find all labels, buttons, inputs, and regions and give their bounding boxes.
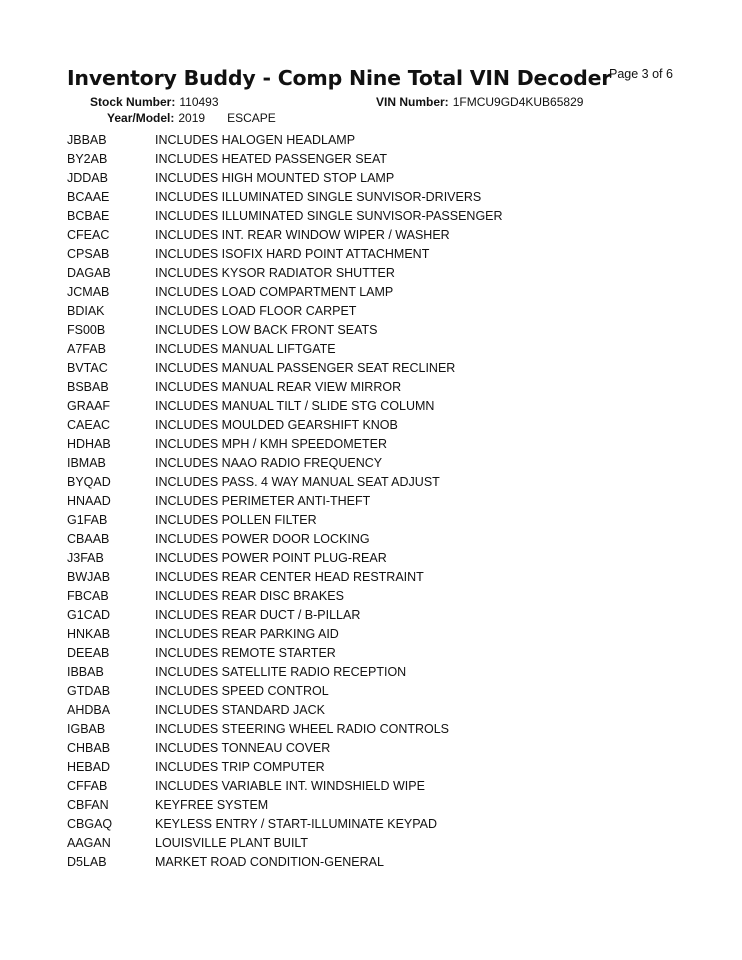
option-description: INCLUDES REMOTE STARTER <box>155 646 336 660</box>
option-code: BDIAK <box>67 304 105 318</box>
option-code: CHBAB <box>67 741 111 755</box>
option-description: KEYLESS ENTRY / START-ILLUMINATE KEYPAD <box>155 817 438 831</box>
option-description: MARKET ROAD CONDITION-GENERAL <box>155 855 384 869</box>
list-item <box>0 435 742 454</box>
list-item <box>0 245 742 264</box>
option-code: IBMAB <box>67 456 106 470</box>
list-item <box>0 454 742 473</box>
option-description: INCLUDES REAR PARKING AID <box>155 627 339 641</box>
option-code: DAGAB <box>67 266 111 280</box>
list-item <box>0 340 742 359</box>
option-code: FBCAB <box>67 589 109 603</box>
stock-number-value: 110493 <box>179 95 219 109</box>
year-value: 2019 <box>178 111 206 125</box>
list-item <box>0 226 742 245</box>
option-code-list <box>0 131 742 872</box>
list-item <box>0 530 742 549</box>
option-code: JBBAB <box>67 133 107 147</box>
option-description: INCLUDES ILLUMINATED SINGLE SUNVISOR-PASSENGER <box>155 209 503 223</box>
list-item <box>0 796 742 815</box>
list-item <box>0 720 742 739</box>
option-description: INCLUDES ISOFIX HARD POINT ATTACHMENT <box>155 247 430 261</box>
option-description: INCLUDES REAR DISC BRAKES <box>155 589 344 603</box>
option-description: LOUISVILLE PLANT BUILT <box>155 836 309 850</box>
option-code: CPSAB <box>67 247 110 261</box>
list-item <box>0 834 742 853</box>
list-item <box>0 169 742 188</box>
list-item <box>0 568 742 587</box>
option-description: INCLUDES ILLUMINATED SINGLE SUNVISOR-DRIVERS <box>155 190 482 204</box>
list-item <box>0 188 742 207</box>
option-code: GRAAF <box>67 399 111 413</box>
list-item <box>0 131 742 150</box>
list-item <box>0 378 742 397</box>
option-description: INCLUDES LOAD COMPARTMENT LAMP <box>155 285 394 299</box>
list-item <box>0 587 742 606</box>
option-description: INCLUDES HALOGEN HEADLAMP <box>155 133 356 147</box>
option-description: INCLUDES PASS. 4 WAY MANUAL SEAT ADJUST <box>155 475 440 489</box>
list-item <box>0 815 742 834</box>
list-item <box>0 264 742 283</box>
option-description: INCLUDES LOW BACK FRONT SEATS <box>155 323 378 337</box>
option-code: BVTAC <box>67 361 108 375</box>
option-description: INCLUDES NAAO RADIO FREQUENCY <box>155 456 383 470</box>
option-code: BY2AB <box>67 152 108 166</box>
option-description: INCLUDES HEATED PASSENGER SEAT <box>155 152 387 166</box>
option-code: DEEAB <box>67 646 110 660</box>
option-code: D5LAB <box>67 855 107 869</box>
option-code: G1CAD <box>67 608 111 622</box>
option-description: INCLUDES PERIMETER ANTI-THEFT <box>155 494 371 508</box>
option-code: AAGAN <box>67 836 111 850</box>
option-code: HEBAD <box>67 760 111 774</box>
option-description: INCLUDES MANUAL TILT / SLIDE STG COLUMN <box>155 399 435 413</box>
option-description: INCLUDES SPEED CONTROL <box>155 684 329 698</box>
year-model-label: Year/Model: <box>107 111 175 125</box>
option-description: INCLUDES KYSOR RADIATOR SHUTTER <box>155 266 395 280</box>
option-code: BYQAD <box>67 475 111 489</box>
list-item <box>0 777 742 796</box>
page-number: Page 3 of 6 <box>609 67 673 81</box>
option-description: INCLUDES VARIABLE INT. WINDSHIELD WIPE <box>155 779 425 793</box>
list-item <box>0 492 742 511</box>
vin-number-value: 1FMCU9GD4KUB65829 <box>452 95 584 109</box>
option-description: INCLUDES STEERING WHEEL RADIO CONTROLS <box>155 722 450 736</box>
list-item <box>0 283 742 302</box>
option-code: AHDBA <box>67 703 111 717</box>
option-code: CBFAN <box>67 798 109 812</box>
option-description: INCLUDES SATELLITE RADIO RECEPTION <box>155 665 407 679</box>
option-code: BCAAE <box>67 190 110 204</box>
option-code: GTDAB <box>67 684 111 698</box>
list-item <box>0 150 742 169</box>
model-value: ESCAPE <box>227 111 276 125</box>
option-code: IGBAB <box>67 722 106 736</box>
option-code: JCMAB <box>67 285 110 299</box>
list-item <box>0 416 742 435</box>
list-item <box>0 549 742 568</box>
option-description: INCLUDES MPH / KMH SPEEDOMETER <box>155 437 387 451</box>
vin-number-label: VIN Number: <box>376 95 449 109</box>
option-description: INCLUDES TONNEAU COVER <box>155 741 331 755</box>
option-description: INCLUDES TRIP COMPUTER <box>155 760 325 774</box>
option-code: BWJAB <box>67 570 111 584</box>
list-item <box>0 511 742 530</box>
option-description: INCLUDES REAR CENTER HEAD RESTRAINT <box>155 570 424 584</box>
option-description: INCLUDES POWER POINT PLUG-REAR <box>155 551 387 565</box>
list-item <box>0 302 742 321</box>
option-code: A7FAB <box>67 342 106 356</box>
option-description: INCLUDES MANUAL LIFTGATE <box>155 342 336 356</box>
year-model <box>107 111 276 125</box>
option-code: CFEAC <box>67 228 110 242</box>
option-description: INCLUDES MOULDED GEARSHIFT KNOB <box>155 418 398 432</box>
option-code: HDHAB <box>67 437 111 451</box>
vin-number <box>376 95 583 109</box>
list-item <box>0 397 742 416</box>
list-item <box>0 663 742 682</box>
list-item <box>0 644 742 663</box>
option-code: IBBAB <box>67 665 104 679</box>
option-description: INCLUDES STANDARD JACK <box>155 703 325 717</box>
option-description: KEYFREE SYSTEM <box>155 798 269 812</box>
list-item <box>0 853 742 872</box>
option-code: FS00B <box>67 323 106 337</box>
option-code: HNKAB <box>67 627 111 641</box>
list-item <box>0 701 742 720</box>
list-item <box>0 625 742 644</box>
option-description: INCLUDES MANUAL REAR VIEW MIRROR <box>155 380 402 394</box>
option-code: CFFAB <box>67 779 108 793</box>
option-code: CBGAQ <box>67 817 113 831</box>
option-description: INCLUDES POLLEN FILTER <box>155 513 317 527</box>
option-code: BSBAB <box>67 380 109 394</box>
option-description: INCLUDES MANUAL PASSENGER SEAT RECLINER <box>155 361 456 375</box>
list-item <box>0 359 742 378</box>
list-item <box>0 606 742 625</box>
list-item <box>0 758 742 777</box>
option-description: INCLUDES INT. REAR WINDOW WIPER / WASHER <box>155 228 450 242</box>
list-item <box>0 739 742 758</box>
stock-number-label: Stock Number: <box>90 95 176 109</box>
list-item <box>0 321 742 340</box>
option-code: G1FAB <box>67 513 108 527</box>
stock-number <box>90 95 219 109</box>
option-description: INCLUDES LOAD FLOOR CARPET <box>155 304 357 318</box>
page-title: Inventory Buddy - Comp Nine Total VIN Decoder <box>67 66 612 90</box>
option-description: INCLUDES HIGH MOUNTED STOP LAMP <box>155 171 395 185</box>
list-item <box>0 207 742 226</box>
option-code: JDDAB <box>67 171 108 185</box>
option-code: CBAAB <box>67 532 110 546</box>
option-description: INCLUDES REAR DUCT / B-PILLAR <box>155 608 361 622</box>
option-code: CAEAC <box>67 418 111 432</box>
list-item <box>0 473 742 492</box>
option-code: BCBAE <box>67 209 110 223</box>
list-item <box>0 682 742 701</box>
option-description: INCLUDES POWER DOOR LOCKING <box>155 532 370 546</box>
option-code: HNAAD <box>67 494 111 508</box>
option-code: J3FAB <box>67 551 104 565</box>
